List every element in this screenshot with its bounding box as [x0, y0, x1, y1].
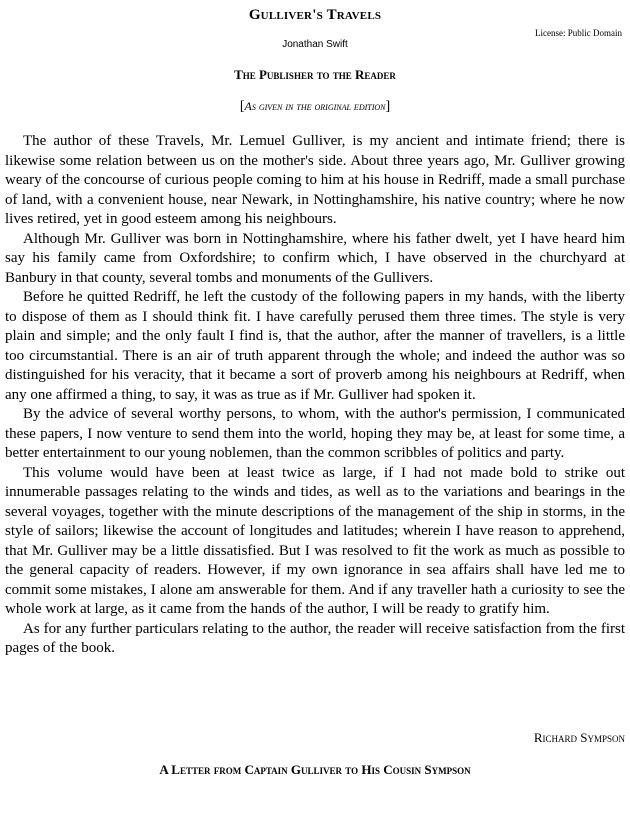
body-text	[5, 132, 625, 659]
author-name: Jonathan Swift	[282, 39, 348, 50]
paragraph: The author of these Travels, Mr. Lemuel Gulliver, is my ancient and intimate friend; there is likewise some relation between us on the mother's side. About three years ago, Mr. Gulliver growing weary of the concourse of curious people coming to him at his house in Redriff, made a small purchase of land, with a convenient house, near Newark, in Nottinghamshire, his native country; where he now lives retired, yet in good esteem among his neighbours.	[5, 133, 625, 227]
edition-note-open-bracket: [	[239, 99, 245, 114]
edition-note-text: As given in the original edition	[244, 99, 386, 113]
paragraph: This volume would have been at least twice as large, if I had not made bold to strike out innumerable passages relating to the winds and tides, as well as to the variations and bearings in the several voyages, together with the minute descriptions of the management of the ship in storms, in the style of sailors; likewise the account of longitudes and latitudes; wherein I have reason to apprehend, that Mr. Gulliver may be a little dissatisfied. But I was resolved to fit the work as much as possible to the general capacity of readers. However, if my own ignorance in sea affairs shall have led me to commit some mistakes, I alone am answerable for them. And if any traveller hath a curiosity to see the whole work at large, as it came from the hands of the author, I will be ready to gratify him.	[5, 464, 625, 617]
edition-note-close-bracket: ]	[385, 99, 391, 114]
book-title: Gulliver's Travels	[248, 7, 382, 23]
signature: Richard Sympson	[533, 730, 625, 745]
next-section-title: A Letter from Captain Gulliver to His Cousin Sympson	[159, 762, 471, 777]
paragraph: Although Mr. Gulliver was born in Nottinghamshire, where his father dwelt, yet I have heard him say his family came from Oxfordshire; to confirm which, I have observed in the churchyard at Banbury in that county, several tombs and monuments of the Gullivers.	[5, 230, 625, 286]
section-title: The Publisher to the Reader	[234, 67, 396, 82]
paragraph: As for any further particulars relating to the author, the reader will receive satisfaction from the first pages of the book.	[5, 620, 625, 656]
license-note: License: Public Domain	[535, 28, 622, 38]
paragraph: By the advice of several worthy persons, to whom, with the author's permission, I communicated these papers, I now venture to send them into the world, hoping they may be, at least for some time, a better entertainment to our young noblemen, than the common scribbles of politics and party.	[5, 406, 625, 461]
edition-note	[0, 99, 630, 115]
paragraph: Before he quitted Redriff, he left the custody of the following papers in my hands, with the liberty to dispose of them as I should think fit. I have carefully perused them three times. The style is very plain and simple; and the only fault I find is, that the author, after the manner of travellers, is a little too circumstantial. There is an air of truth apparent through the whole; and indeed the author was so distinguished for his veracity, that it became a sort of proverb among his neighbours at Redriff, when any one affirmed a thing, to say, it was as true as if Mr. Gulliver had spoken it.	[5, 289, 625, 403]
